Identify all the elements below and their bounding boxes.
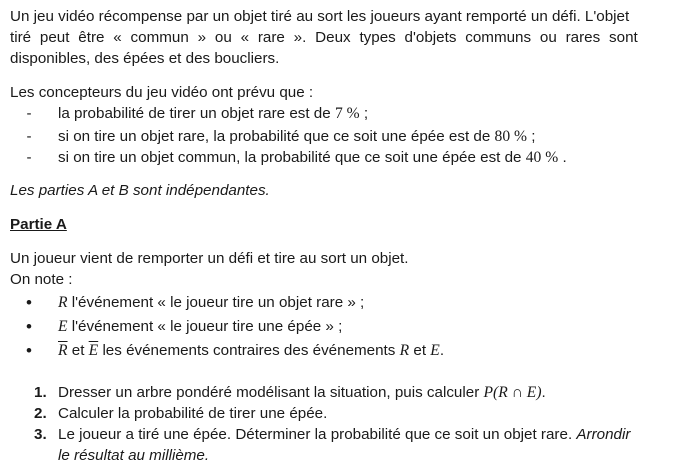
complements-end: . xyxy=(439,342,445,359)
part-a-context-2: On note : xyxy=(10,271,73,288)
question-1-formula: P(R ∩ E) xyxy=(483,384,542,401)
event-r-symbol: R xyxy=(58,294,68,311)
bullet-marker: • xyxy=(26,293,32,312)
designers-lead: Les concepteurs du jeu vidéo ont prévu que : xyxy=(10,84,314,101)
question-3-italic-2: le résultat au millième. xyxy=(58,447,210,464)
question-3-number: 3. xyxy=(34,426,47,443)
event-e-symbol: E xyxy=(58,318,68,335)
dash-marker: - xyxy=(26,105,32,122)
dash-marker: - xyxy=(26,149,32,166)
rule-1-text: la probabilité de tirer un objet rare est de xyxy=(58,105,331,122)
r-bar-symbol: $\overline{R}$ xyxy=(58,342,68,359)
rule-1-end: ; xyxy=(363,105,369,122)
intro-line-2: tiré peut être « commun » ou « rare ». Deux types d'objets communs ou rares sont xyxy=(10,29,638,46)
rule-3-value: 40 % xyxy=(525,149,559,166)
dash-marker: - xyxy=(26,128,32,145)
question-1-end: . xyxy=(541,384,546,401)
e-symbol: E xyxy=(430,342,440,359)
rule-2-value: 80 % xyxy=(494,128,527,145)
event-r-text: l'événement « le joueur tire un objet rare » ; xyxy=(71,294,365,311)
question-3-text: Le joueur a tiré une épée. Déterminer la probabilité que ce soit un objet rare. xyxy=(58,426,573,443)
rule-2-text: si on tire un objet rare, la probabilité que ce soit une épée est de xyxy=(58,128,491,145)
question-1-text: Dresser un arbre pondéré modélisant la situation, puis calculer xyxy=(58,384,480,401)
rule-3-text: si on tire un objet commun, la probabilité que ce soit une épée est de xyxy=(58,149,522,166)
part-a-context-1: Un joueur vient de remporter un défi et tire au sort un objet. xyxy=(10,250,409,267)
question-2-text: Calculer la probabilité de tirer une épée. xyxy=(58,405,328,422)
bullet-marker: • xyxy=(26,341,32,360)
intro-line-1: Un jeu vidéo récompense par un objet tiré au sort les joueurs ayant remporté un défi. L'objet xyxy=(10,8,630,25)
complements-text: les événements contraires des événements xyxy=(102,342,396,359)
question-3-italic-1: Arrondir xyxy=(576,426,631,443)
and-word: et xyxy=(413,342,427,359)
and-word: et xyxy=(71,342,85,359)
rule-2-end: ; xyxy=(531,128,536,145)
r-symbol: R xyxy=(399,342,410,359)
part-a-title: Partie A xyxy=(10,216,67,233)
rule-3-end: . xyxy=(562,149,567,166)
rule-1-value: 7 % xyxy=(334,105,360,122)
e-bar-symbol: $\overline{E}$ xyxy=(88,342,99,359)
event-e-text: l'événement « le joueur tire une épée » ; xyxy=(71,318,343,335)
independence-note: Les parties A et B sont indépendantes. xyxy=(10,182,270,199)
question-1-number: 1. xyxy=(34,384,47,401)
bullet-marker: • xyxy=(26,317,32,336)
intro-line-3: disponibles, des épées et des boucliers. xyxy=(10,50,280,67)
question-2-number: 2. xyxy=(34,405,47,422)
